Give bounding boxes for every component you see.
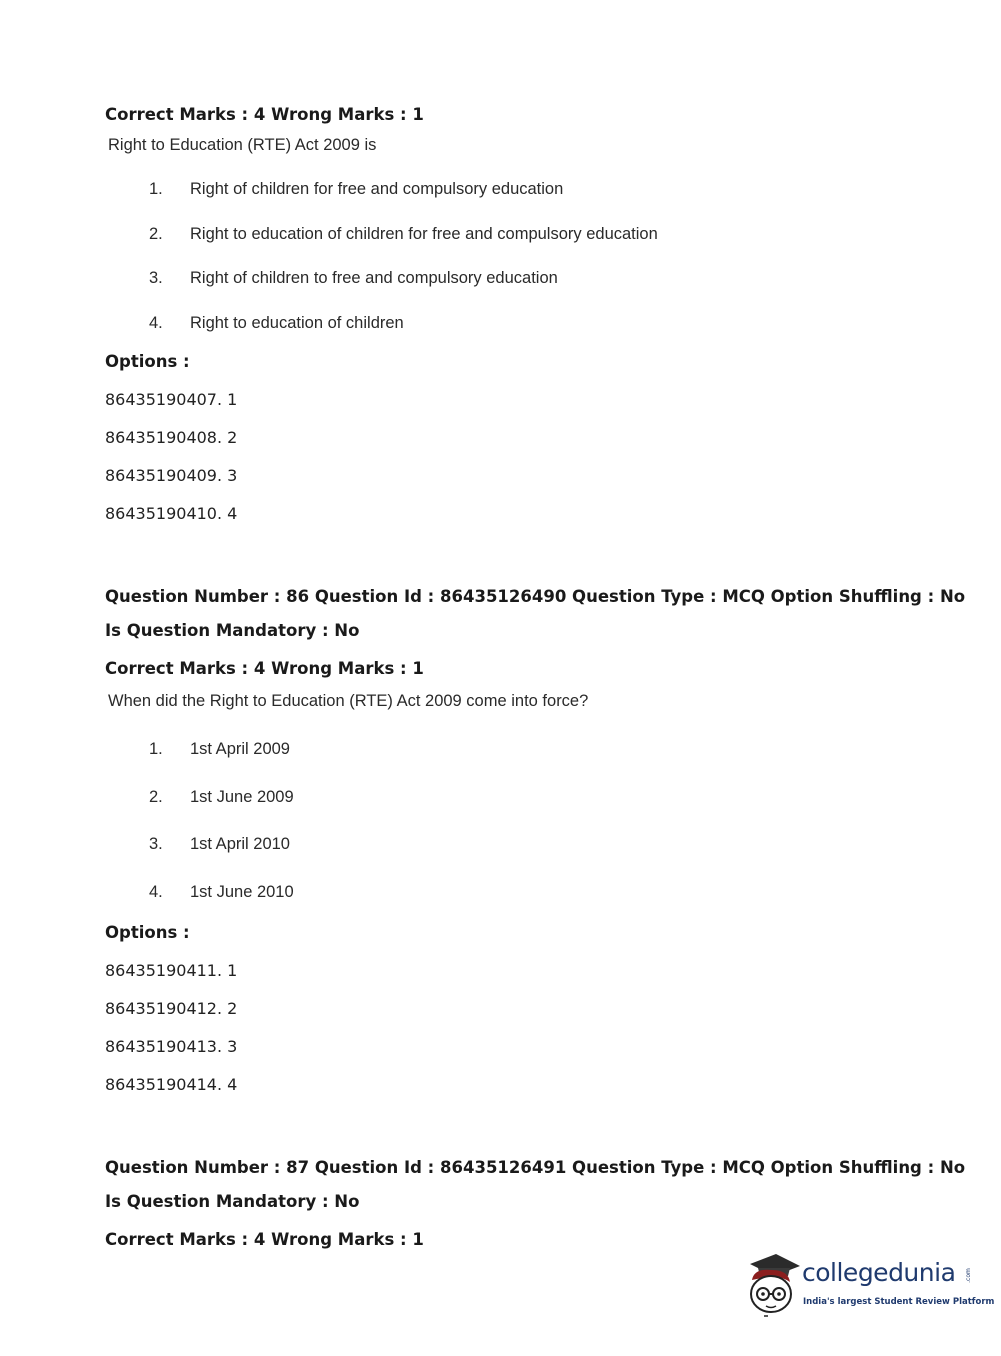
option-id: 86435190414. 4 bbox=[105, 1075, 238, 1094]
question-text: When did the Right to Education (RTE) Act 2009 come into force? bbox=[108, 692, 589, 710]
choice-number: 1. bbox=[149, 180, 163, 198]
choice-text: 1st April 2010 bbox=[190, 835, 290, 853]
mandatory-line: Is Question Mandatory : No bbox=[105, 1192, 360, 1211]
mascot-icon bbox=[742, 1250, 802, 1318]
choice-item bbox=[149, 269, 558, 288]
options-label: Options : bbox=[105, 352, 190, 371]
choice-item bbox=[149, 835, 290, 854]
choice-text: 1st June 2009 bbox=[190, 788, 294, 806]
choice-item bbox=[149, 225, 658, 244]
choice-text: 1st June 2010 bbox=[190, 883, 294, 901]
logo-tagline: India's largest Student Review Platform bbox=[803, 1297, 995, 1307]
marks-line: Correct Marks : 4 Wrong Marks : 1 bbox=[105, 659, 424, 678]
option-id: 86435190410. 4 bbox=[105, 504, 238, 523]
choice-text: Right to education of children bbox=[190, 314, 404, 332]
choice-item bbox=[149, 180, 563, 199]
choice-number: 2. bbox=[149, 788, 163, 806]
choice-number: 3. bbox=[149, 269, 163, 287]
choice-item bbox=[149, 883, 294, 902]
choice-text: Right to education of children for free and compulsory education bbox=[190, 225, 658, 243]
collegedunia-logo bbox=[742, 1250, 995, 1318]
choice-number: 3. bbox=[149, 835, 163, 853]
option-id: 86435190412. 2 bbox=[105, 999, 238, 1018]
marks-line: Correct Marks : 4 Wrong Marks : 1 bbox=[105, 1230, 424, 1249]
options-label: Options : bbox=[105, 923, 190, 942]
choice-text: Right of children for free and compulsory education bbox=[190, 180, 564, 198]
choice-item bbox=[149, 788, 294, 807]
question-header: Question Number : 86 Question Id : 86435126490 Question Type : MCQ Option Shuffling : No bbox=[105, 587, 966, 606]
option-id: 86435190408. 2 bbox=[105, 428, 238, 447]
logo-com: .com bbox=[964, 1268, 972, 1283]
option-id: 86435190411. 1 bbox=[105, 961, 238, 980]
mandatory-line: Is Question Mandatory : No bbox=[105, 621, 360, 640]
choice-number: 2. bbox=[149, 225, 163, 243]
option-id: 86435190409. 3 bbox=[105, 466, 238, 485]
question-header: Question Number : 87 Question Id : 86435126491 Question Type : MCQ Option Shuffling : No bbox=[105, 1158, 966, 1177]
option-id: 86435190407. 1 bbox=[105, 390, 238, 409]
choice-text: 1st April 2009 bbox=[190, 740, 290, 758]
marks-line: Correct Marks : 4 Wrong Marks : 1 bbox=[105, 105, 424, 124]
option-id: 86435190413. 3 bbox=[105, 1037, 238, 1056]
choice-text: Right of children to free and compulsory education bbox=[190, 269, 558, 287]
choice-number: 1. bbox=[149, 740, 163, 758]
question-text: Right to Education (RTE) Act 2009 is bbox=[108, 136, 377, 154]
choice-item bbox=[149, 740, 290, 759]
choice-item bbox=[149, 314, 404, 333]
choice-number: 4. bbox=[149, 314, 163, 332]
choice-number: 4. bbox=[149, 883, 163, 901]
logo-wordmark: collegedunia bbox=[802, 1258, 956, 1287]
